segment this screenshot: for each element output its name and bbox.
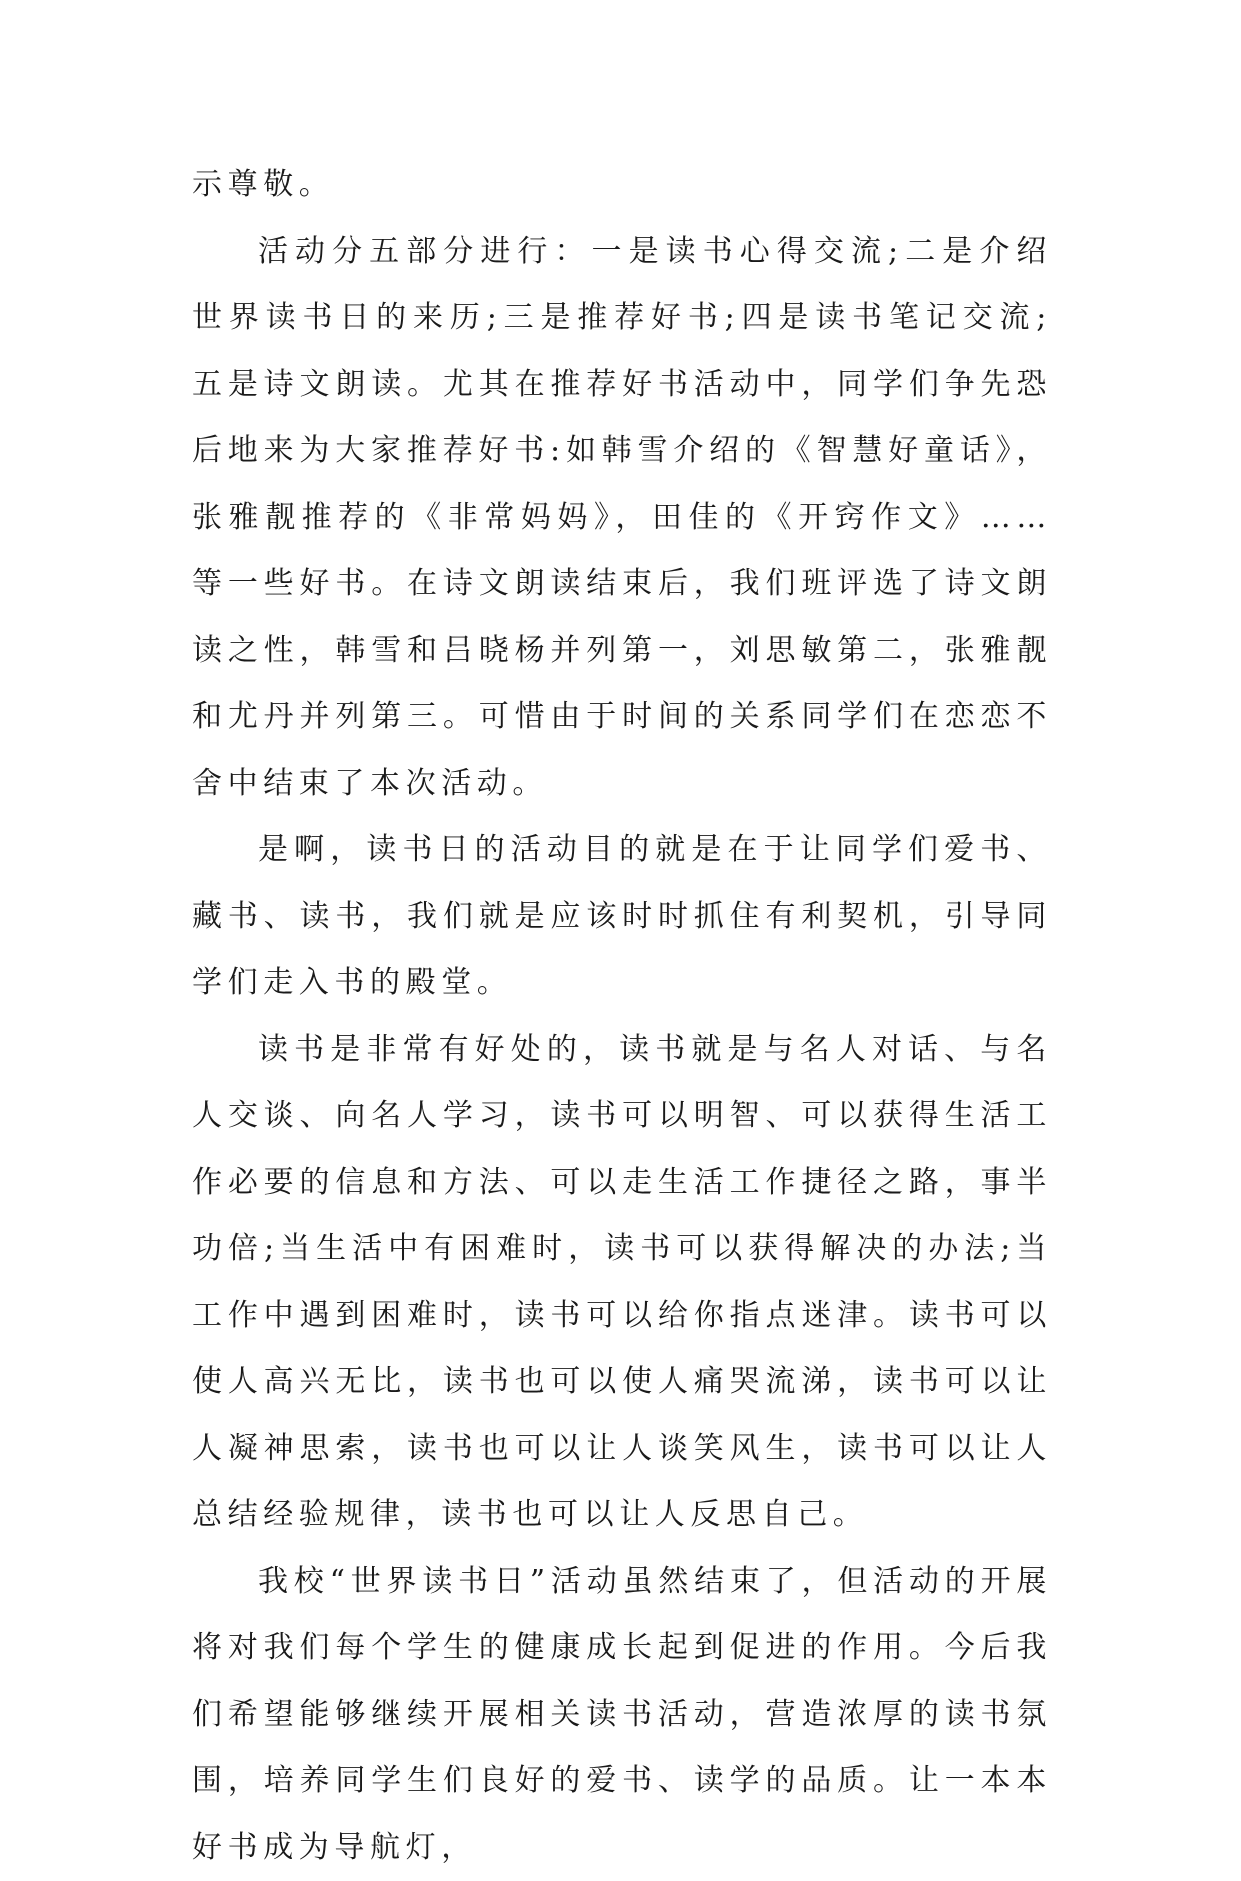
paragraph-conclusion: 我校“世界读书日”活动虽然结束了，但活动的开展将对我们每个学生的健康成长起到促进的作用。今后我们希望能够继续开展相关读书活动，营造浓厚的读书氛围，培养同学生们良好的爱书、读学的品质。让一本本好书成为导航灯， bbox=[192, 1549, 1052, 1881]
document-body bbox=[192, 152, 1052, 1881]
paragraph-activity-purpose: 是啊，读书日的活动目的就是在于让同学们爱书、藏书、读书，我们就是应该时时抓住有利契机，引导同学们走入书的殿堂。 bbox=[192, 817, 1052, 1017]
paragraph-continuation: 示尊敬。 bbox=[192, 152, 1052, 219]
paragraph-reading-benefits: 读书是非常有好处的，读书就是与名人对话、与名人交谈、向名人学习，读书可以明智、可以获得生活工作必要的信息和方法、可以走生活工作捷径之路，事半功倍;当生活中有困难时，读书可以获得解决的办法;当工作中遇到困难时，读书可以给你指点迷津。读书可以使人高兴无比，读书也可以使人痛哭流涕，读书可以让人凝神思索，读书也可以让人谈笑风生，读书可以让人总结经验规律，读书也可以让人反思自己。 bbox=[192, 1017, 1052, 1549]
paragraph-activity-parts: 活动分五部分进行：一是读书心得交流;二是介绍世界读书日的来历;三是推荐好书;四是读书笔记交流;五是诗文朗读。尤其在推荐好书活动中，同学们争先恐后地来为大家推荐好书:如韩雪介绍的《智慧好童话》，张雅靓推荐的《非常妈妈》，田佳的《开窍作文》……等一些好书。在诗文朗读结束后，我们班评选了诗文朗读之性，韩雪和吕晓杨并列第一，刘思敏第二，张雅靓和尤丹并列第三。可惜由于时间的关系同学们在恋恋不舍中结束了本次活动。 bbox=[192, 219, 1052, 818]
